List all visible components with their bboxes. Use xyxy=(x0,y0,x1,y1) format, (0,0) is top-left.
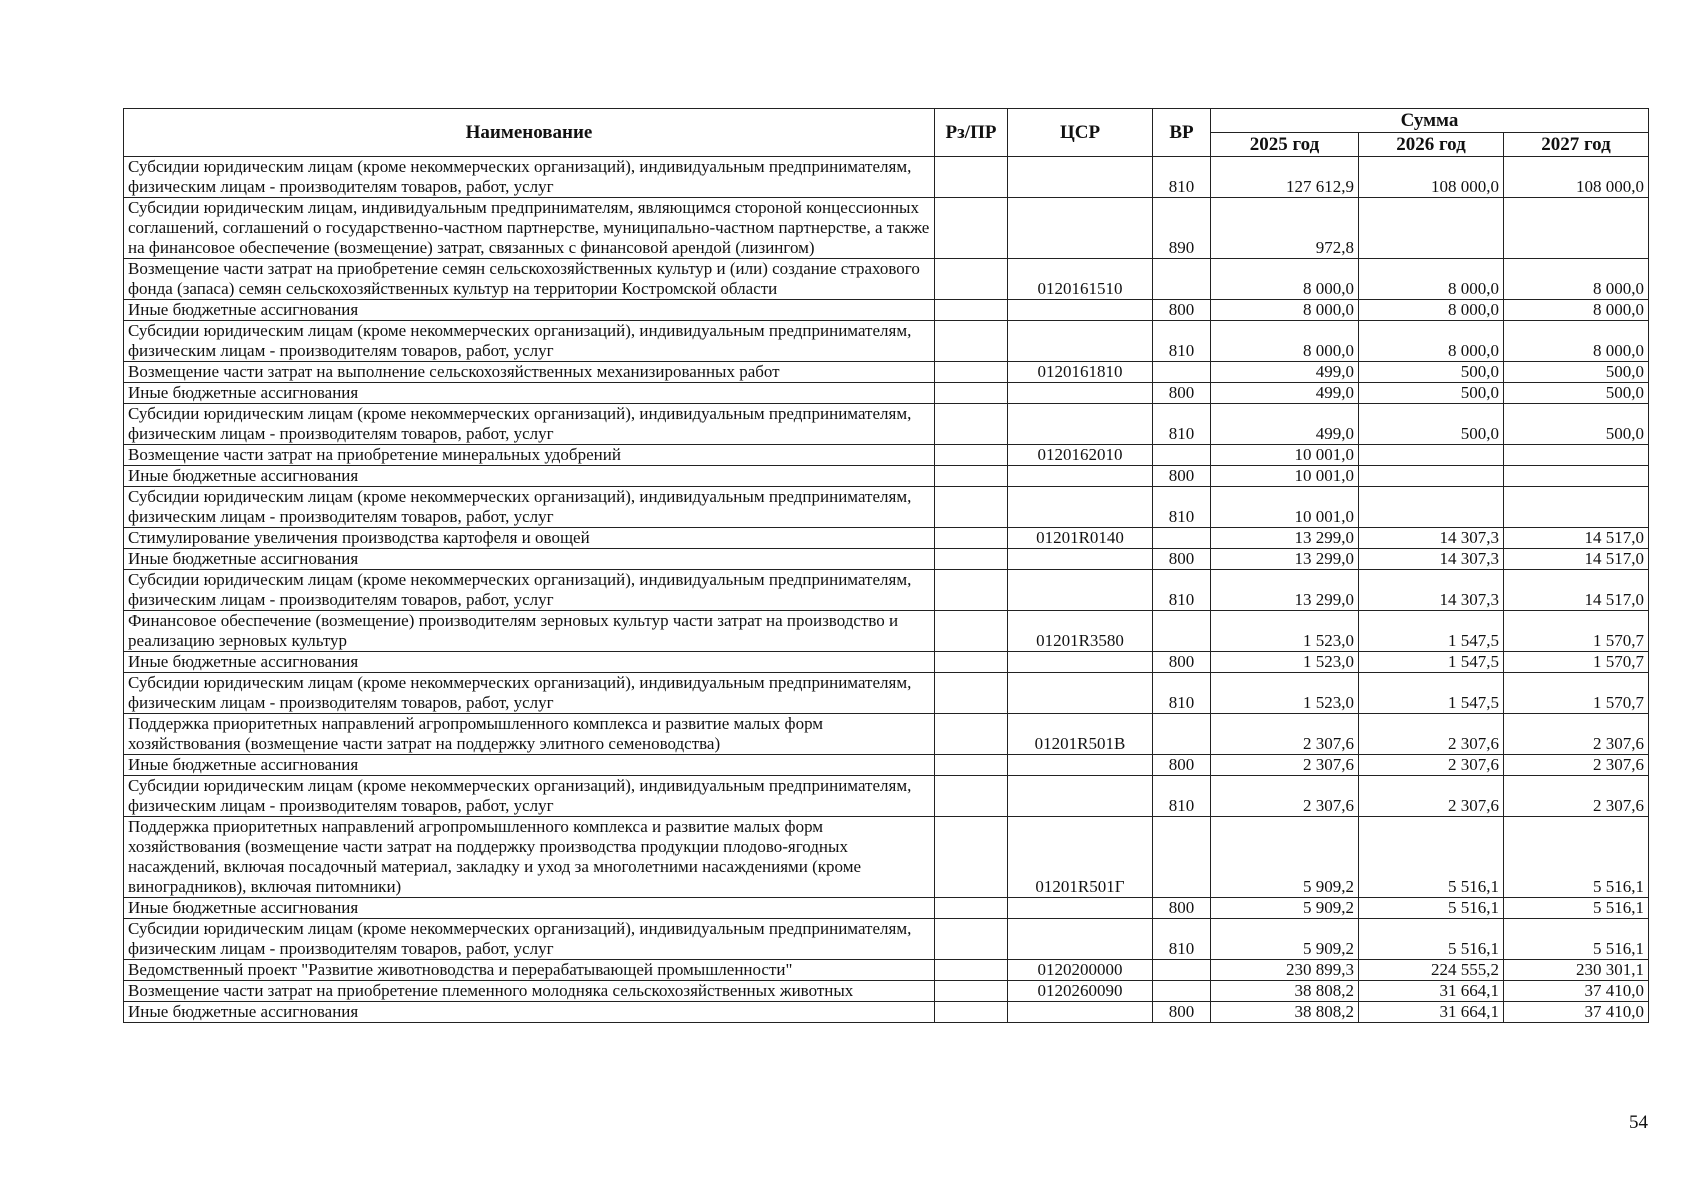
cell-2025: 5 909,2 xyxy=(1211,817,1359,898)
cell-2025: 5 909,2 xyxy=(1211,898,1359,919)
cell-csr xyxy=(1008,1002,1153,1023)
cell-2027: 8 000,0 xyxy=(1504,300,1649,321)
cell-2025: 2 307,6 xyxy=(1211,755,1359,776)
cell-2027: 2 307,6 xyxy=(1504,714,1649,755)
cell-vr: 810 xyxy=(1153,570,1211,611)
table-row xyxy=(124,404,1649,445)
cell-csr xyxy=(1008,300,1153,321)
cell-csr xyxy=(1008,570,1153,611)
cell-csr: 0120260090 xyxy=(1008,981,1153,1002)
cell-2027: 14 517,0 xyxy=(1504,549,1649,570)
cell-rz-pr xyxy=(935,487,1008,528)
table-row xyxy=(124,714,1649,755)
cell-2026: 2 307,6 xyxy=(1359,714,1504,755)
cell-name: Субсидии юридическим лицам, индивидуальным предпринимателям, являющимся стороной концессионных соглашений, соглашений о государственно-частном партнерстве, муниципально-частном партнерстве, а также на финансовое обеспечение (возмещение) затрат, связанных с финансовой арендой (лизингом) xyxy=(124,198,935,259)
table-body xyxy=(124,157,1649,1023)
cell-rz-pr xyxy=(935,776,1008,817)
cell-2027: 1 570,7 xyxy=(1504,611,1649,652)
cell-vr: 800 xyxy=(1153,549,1211,570)
table-row xyxy=(124,919,1649,960)
table-row xyxy=(124,487,1649,528)
cell-vr: 810 xyxy=(1153,404,1211,445)
cell-vr: 810 xyxy=(1153,673,1211,714)
cell-csr: 0120200000 xyxy=(1008,960,1153,981)
cell-csr: 01201R501B xyxy=(1008,714,1153,755)
cell-vr xyxy=(1153,362,1211,383)
cell-2026: 500,0 xyxy=(1359,362,1504,383)
cell-vr: 800 xyxy=(1153,1002,1211,1023)
cell-2025: 8 000,0 xyxy=(1211,321,1359,362)
cell-2025: 1 523,0 xyxy=(1211,652,1359,673)
cell-2025: 10 001,0 xyxy=(1211,466,1359,487)
cell-csr xyxy=(1008,157,1153,198)
cell-name: Субсидии юридическим лицам (кроме некоммерческих организаций), индивидуальным предпринимателям, физическим лицам - производителям товаров, работ, услуг xyxy=(124,157,935,198)
cell-2027: 500,0 xyxy=(1504,362,1649,383)
cell-rz-pr xyxy=(935,652,1008,673)
cell-vr: 810 xyxy=(1153,487,1211,528)
table-row xyxy=(124,1002,1649,1023)
cell-rz-pr xyxy=(935,570,1008,611)
cell-name: Иные бюджетные ассигнования xyxy=(124,300,935,321)
cell-2026 xyxy=(1359,487,1504,528)
cell-2026: 5 516,1 xyxy=(1359,919,1504,960)
cell-vr xyxy=(1153,528,1211,549)
cell-2027: 14 517,0 xyxy=(1504,528,1649,549)
cell-rz-pr xyxy=(935,1002,1008,1023)
cell-2025: 499,0 xyxy=(1211,383,1359,404)
table-row xyxy=(124,755,1649,776)
cell-2026: 1 547,5 xyxy=(1359,611,1504,652)
table-row xyxy=(124,300,1649,321)
cell-name: Субсидии юридическим лицам (кроме некоммерческих организаций), индивидуальным предпринимателям, физическим лицам - производителям товаров, работ, услуг xyxy=(124,487,935,528)
cell-rz-pr xyxy=(935,755,1008,776)
cell-rz-pr xyxy=(935,321,1008,362)
cell-vr: 800 xyxy=(1153,383,1211,404)
cell-2027: 230 301,1 xyxy=(1504,960,1649,981)
table-row xyxy=(124,198,1649,259)
cell-csr xyxy=(1008,549,1153,570)
cell-vr: 890 xyxy=(1153,198,1211,259)
table-row xyxy=(124,776,1649,817)
table-row xyxy=(124,673,1649,714)
cell-2026: 2 307,6 xyxy=(1359,776,1504,817)
cell-name: Субсидии юридическим лицам (кроме некоммерческих организаций), индивидуальным предпринимателям, физическим лицам - производителям товаров, работ, услуг xyxy=(124,321,935,362)
cell-vr xyxy=(1153,611,1211,652)
cell-rz-pr xyxy=(935,198,1008,259)
cell-rz-pr xyxy=(935,445,1008,466)
cell-2027: 2 307,6 xyxy=(1504,776,1649,817)
cell-name: Иные бюджетные ассигнования xyxy=(124,898,935,919)
page-number: 54 xyxy=(1629,1112,1648,1133)
cell-vr: 800 xyxy=(1153,755,1211,776)
cell-2027: 108 000,0 xyxy=(1504,157,1649,198)
cell-2027: 1 570,7 xyxy=(1504,673,1649,714)
cell-2025: 972,8 xyxy=(1211,198,1359,259)
cell-2025: 10 001,0 xyxy=(1211,487,1359,528)
cell-vr xyxy=(1153,445,1211,466)
cell-2025: 13 299,0 xyxy=(1211,549,1359,570)
cell-2026: 500,0 xyxy=(1359,383,1504,404)
cell-name: Иные бюджетные ассигнования xyxy=(124,383,935,404)
cell-2027: 8 000,0 xyxy=(1504,259,1649,300)
cell-2027: 5 516,1 xyxy=(1504,817,1649,898)
cell-2027 xyxy=(1504,445,1649,466)
cell-rz-pr xyxy=(935,673,1008,714)
cell-csr: 01201R3580 xyxy=(1008,611,1153,652)
cell-name: Возмещение части затрат на приобретение минеральных удобрений xyxy=(124,445,935,466)
table-row xyxy=(124,528,1649,549)
cell-2025: 38 808,2 xyxy=(1211,981,1359,1002)
cell-csr xyxy=(1008,673,1153,714)
cell-2026 xyxy=(1359,466,1504,487)
cell-csr xyxy=(1008,776,1153,817)
cell-rz-pr xyxy=(935,259,1008,300)
cell-2025: 13 299,0 xyxy=(1211,570,1359,611)
table-row xyxy=(124,817,1649,898)
cell-rz-pr xyxy=(935,362,1008,383)
cell-2027: 37 410,0 xyxy=(1504,1002,1649,1023)
cell-vr: 810 xyxy=(1153,919,1211,960)
cell-2025: 10 001,0 xyxy=(1211,445,1359,466)
cell-rz-pr xyxy=(935,300,1008,321)
cell-name: Иные бюджетные ассигнования xyxy=(124,1002,935,1023)
cell-name: Субсидии юридическим лицам (кроме некоммерческих организаций), индивидуальным предпринимателям, физическим лицам - производителям товаров, работ, услуг xyxy=(124,404,935,445)
cell-2026: 5 516,1 xyxy=(1359,817,1504,898)
cell-csr xyxy=(1008,198,1153,259)
cell-2026: 1 547,5 xyxy=(1359,673,1504,714)
cell-rz-pr xyxy=(935,383,1008,404)
cell-2026: 14 307,3 xyxy=(1359,528,1504,549)
cell-vr: 810 xyxy=(1153,321,1211,362)
cell-name: Возмещение части затрат на приобретение племенного молодняка сельскохозяйственных животных xyxy=(124,981,935,1002)
cell-2026: 500,0 xyxy=(1359,404,1504,445)
cell-name: Субсидии юридическим лицам (кроме некоммерческих организаций), индивидуальным предпринимателям, физическим лицам - производителям товаров, работ, услуг xyxy=(124,776,935,817)
cell-vr: 810 xyxy=(1153,157,1211,198)
cell-2025: 499,0 xyxy=(1211,404,1359,445)
table-row xyxy=(124,157,1649,198)
cell-2026 xyxy=(1359,198,1504,259)
cell-rz-pr xyxy=(935,404,1008,445)
table-row xyxy=(124,898,1649,919)
cell-name: Стимулирование увеличения производства картофеля и овощей xyxy=(124,528,935,549)
cell-csr xyxy=(1008,466,1153,487)
table-row xyxy=(124,362,1649,383)
cell-vr: 800 xyxy=(1153,300,1211,321)
cell-2027: 2 307,6 xyxy=(1504,755,1649,776)
cell-2027: 5 516,1 xyxy=(1504,919,1649,960)
cell-2026: 14 307,3 xyxy=(1359,570,1504,611)
cell-name: Иные бюджетные ассигнования xyxy=(124,652,935,673)
cell-csr xyxy=(1008,487,1153,528)
table-row xyxy=(124,611,1649,652)
cell-csr xyxy=(1008,919,1153,960)
cell-vr xyxy=(1153,981,1211,1002)
cell-csr xyxy=(1008,383,1153,404)
cell-csr xyxy=(1008,652,1153,673)
table-row xyxy=(124,259,1649,300)
cell-name: Возмещение части затрат на выполнение сельскохозяйственных механизированных работ xyxy=(124,362,935,383)
cell-rz-pr xyxy=(935,919,1008,960)
cell-2025: 1 523,0 xyxy=(1211,673,1359,714)
cell-2025: 13 299,0 xyxy=(1211,528,1359,549)
cell-2026: 8 000,0 xyxy=(1359,300,1504,321)
cell-csr: 0120161510 xyxy=(1008,259,1153,300)
table-row xyxy=(124,549,1649,570)
cell-2025: 8 000,0 xyxy=(1211,259,1359,300)
cell-vr xyxy=(1153,259,1211,300)
header-rz-pr: Рз/ПР xyxy=(935,109,1008,157)
cell-name: Субсидии юридическим лицам (кроме некоммерческих организаций), индивидуальным предпринимателям, физическим лицам - производителям товаров, работ, услуг xyxy=(124,570,935,611)
cell-csr: 01201R0140 xyxy=(1008,528,1153,549)
budget-table-container xyxy=(123,108,1648,1023)
cell-2026 xyxy=(1359,445,1504,466)
table-row xyxy=(124,383,1649,404)
cell-vr xyxy=(1153,714,1211,755)
cell-2025: 127 612,9 xyxy=(1211,157,1359,198)
header-year-2025: 2025 год xyxy=(1211,133,1359,157)
cell-rz-pr xyxy=(935,549,1008,570)
cell-2025: 2 307,6 xyxy=(1211,776,1359,817)
cell-rz-pr xyxy=(935,817,1008,898)
cell-2025: 2 307,6 xyxy=(1211,714,1359,755)
cell-2027: 500,0 xyxy=(1504,383,1649,404)
cell-rz-pr xyxy=(935,898,1008,919)
cell-2026: 224 555,2 xyxy=(1359,960,1504,981)
header-name: Наименование xyxy=(124,109,935,157)
cell-2025: 38 808,2 xyxy=(1211,1002,1359,1023)
cell-2027: 8 000,0 xyxy=(1504,321,1649,362)
cell-csr: 0120162010 xyxy=(1008,445,1153,466)
table-row xyxy=(124,321,1649,362)
cell-2025: 8 000,0 xyxy=(1211,300,1359,321)
cell-vr xyxy=(1153,960,1211,981)
cell-2026: 5 516,1 xyxy=(1359,898,1504,919)
table-row xyxy=(124,570,1649,611)
cell-name: Субсидии юридическим лицам (кроме некоммерческих организаций), индивидуальным предпринимателям, физическим лицам - производителям товаров, работ, услуг xyxy=(124,673,935,714)
cell-rz-pr xyxy=(935,528,1008,549)
cell-2026: 8 000,0 xyxy=(1359,259,1504,300)
cell-2026: 2 307,6 xyxy=(1359,755,1504,776)
cell-2026: 14 307,3 xyxy=(1359,549,1504,570)
cell-rz-pr xyxy=(935,960,1008,981)
cell-vr: 800 xyxy=(1153,466,1211,487)
cell-2026: 8 000,0 xyxy=(1359,321,1504,362)
cell-csr: 0120161810 xyxy=(1008,362,1153,383)
cell-2027: 14 517,0 xyxy=(1504,570,1649,611)
cell-rz-pr xyxy=(935,466,1008,487)
cell-csr xyxy=(1008,755,1153,776)
header-vr: ВР xyxy=(1153,109,1211,157)
table-row xyxy=(124,981,1649,1002)
cell-name: Субсидии юридическим лицам (кроме некоммерческих организаций), индивидуальным предпринимателям, физическим лицам - производителям товаров, работ, услуг xyxy=(124,919,935,960)
cell-name: Иные бюджетные ассигнования xyxy=(124,755,935,776)
table-row xyxy=(124,960,1649,981)
cell-2027 xyxy=(1504,198,1649,259)
cell-2026: 1 547,5 xyxy=(1359,652,1504,673)
cell-2027: 500,0 xyxy=(1504,404,1649,445)
cell-2025: 499,0 xyxy=(1211,362,1359,383)
cell-name: Иные бюджетные ассигнования xyxy=(124,549,935,570)
cell-2026: 31 664,1 xyxy=(1359,1002,1504,1023)
cell-2026: 108 000,0 xyxy=(1359,157,1504,198)
cell-rz-pr xyxy=(935,611,1008,652)
cell-2027 xyxy=(1504,466,1649,487)
cell-name: Иные бюджетные ассигнования xyxy=(124,466,935,487)
cell-2026: 31 664,1 xyxy=(1359,981,1504,1002)
header-csr: ЦСР xyxy=(1008,109,1153,157)
header-year-2026: 2026 год xyxy=(1359,133,1504,157)
cell-2025: 1 523,0 xyxy=(1211,611,1359,652)
cell-csr xyxy=(1008,898,1153,919)
table-row xyxy=(124,445,1649,466)
cell-name: Поддержка приоритетных направлений агропромышленного комплекса и развитие малых форм хозяйствования (возмещение части затрат на поддержку производства продукции плодово-ягодных насаждений, включая посадочный материал, закладку и уход за многолетними насаждениями (кроме виноградников), включая питомники) xyxy=(124,817,935,898)
cell-2027: 1 570,7 xyxy=(1504,652,1649,673)
cell-vr: 800 xyxy=(1153,898,1211,919)
budget-table xyxy=(123,108,1649,1023)
cell-csr: 01201R501Г xyxy=(1008,817,1153,898)
cell-2027: 5 516,1 xyxy=(1504,898,1649,919)
cell-vr: 810 xyxy=(1153,776,1211,817)
cell-rz-pr xyxy=(935,714,1008,755)
cell-name: Возмещение части затрат на приобретение семян сельскохозяйственных культур и (или) создание страхового фонда (запаса) семян сельскохозяйственных культур на территории Костромской области xyxy=(124,259,935,300)
cell-csr xyxy=(1008,321,1153,362)
cell-name: Поддержка приоритетных направлений агропромышленного комплекса и развитие малых форм хозяйствования (возмещение части затрат на поддержку элитного семеноводства) xyxy=(124,714,935,755)
cell-name: Финансовое обеспечение (возмещение) производителям зерновых культур части затрат на производство и реализацию зерновых культур xyxy=(124,611,935,652)
cell-vr: 800 xyxy=(1153,652,1211,673)
cell-2027 xyxy=(1504,487,1649,528)
header-year-2027: 2027 год xyxy=(1504,133,1649,157)
table-header xyxy=(124,109,1649,157)
cell-name: Ведомственный проект "Развитие животноводства и перерабатывающей промышленности" xyxy=(124,960,935,981)
cell-csr xyxy=(1008,404,1153,445)
cell-2027: 37 410,0 xyxy=(1504,981,1649,1002)
table-row xyxy=(124,466,1649,487)
cell-rz-pr xyxy=(935,157,1008,198)
cell-rz-pr xyxy=(935,981,1008,1002)
cell-2025: 230 899,3 xyxy=(1211,960,1359,981)
table-row xyxy=(124,652,1649,673)
header-sum: Сумма xyxy=(1211,109,1649,133)
cell-vr xyxy=(1153,817,1211,898)
cell-2025: 5 909,2 xyxy=(1211,919,1359,960)
